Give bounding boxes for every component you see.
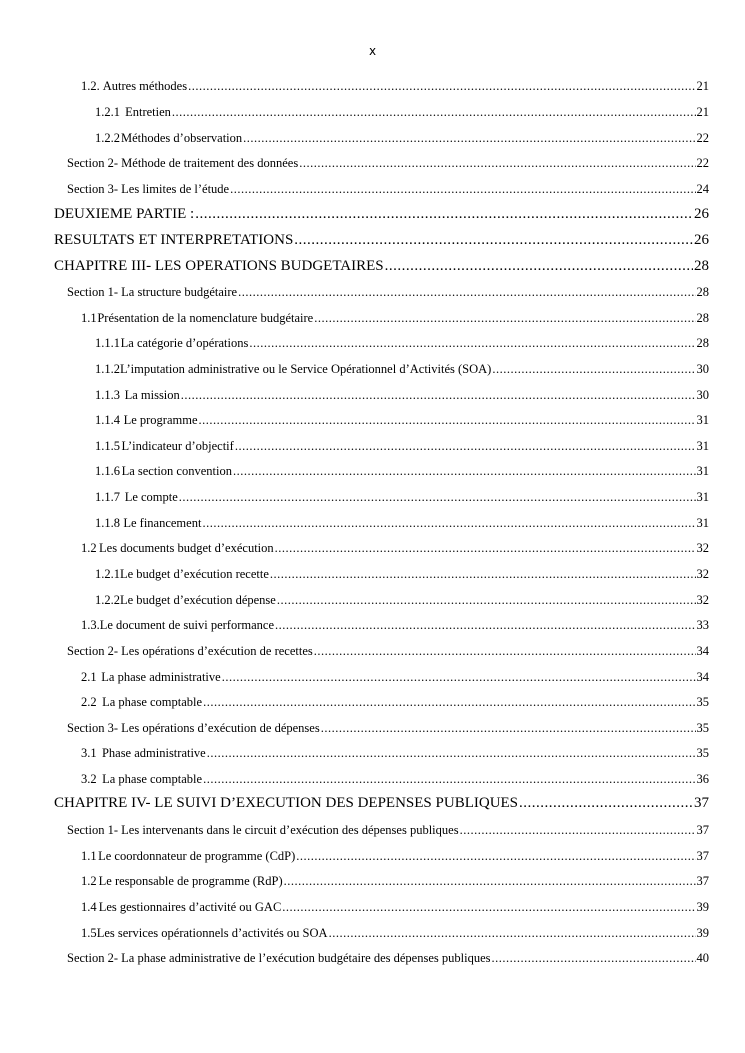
toc-entry-title: Section 3- Les limites de l’étude [67,182,230,196]
toc-entry-number: 1.1.7 [95,490,120,504]
toc-entry-page: 31 [696,439,709,453]
toc-entry-title: Autres méthodes [102,79,188,93]
dot-leader [314,311,695,326]
toc-entry-title: Le financement [123,516,202,530]
toc-entry-page: 37 [694,795,709,811]
toc-entry-number: 1.1.8 [95,516,120,530]
dot-leader [222,670,696,685]
toc-entry-page: 22 [696,131,709,145]
toc-entry[interactable] [54,795,709,812]
toc-entry-number: 1.1.6 [95,464,120,478]
toc-entry[interactable] [95,131,709,146]
dot-leader [519,795,693,812]
dot-leader [188,79,695,94]
toc-entry-title: La mission [124,388,180,402]
toc-entry[interactable] [95,362,709,377]
toc-entry-title: Le coordonnateur de programme (CdP) [98,849,296,863]
toc-entry-number: 1.2.1 [95,567,120,581]
dot-leader [270,567,696,582]
toc-entry-page: 37 [696,849,709,863]
dot-leader [238,285,695,300]
toc-entry-page: 32 [696,593,709,607]
toc-entry-page: 21 [696,105,709,119]
toc-entry-page: 30 [696,362,709,376]
toc-entry[interactable] [54,232,709,249]
dot-leader [275,541,696,556]
toc-entry-title: La phase comptable [102,695,203,709]
toc-entry-page: 34 [696,644,709,658]
page-number: x [368,44,377,58]
toc-entry-page: 35 [696,721,709,735]
dot-leader [243,131,695,146]
toc-entry-page: 28 [696,311,709,325]
toc-entry-number: 1.1.4 [95,413,120,427]
toc-entry-page: 39 [696,900,709,914]
toc-entry[interactable] [81,311,709,326]
toc-entry-title: Les documents budget d’exécution [99,541,274,555]
dot-leader [202,516,695,531]
toc-entry-page: 34 [696,670,709,684]
toc-entry-number: 1.2 [81,874,97,888]
toc-entry-number: 3.1 [81,746,97,760]
toc-entry[interactable] [67,644,709,659]
toc-entry-page: 22 [696,156,709,170]
toc-entry-number: 1.2. [81,79,100,93]
toc-entry-title: La section convention [121,464,232,478]
toc-entry-title: L’imputation administrative ou le Service Opérationnel d’Activités (SOA) [120,362,492,376]
toc-entry[interactable] [81,541,709,556]
toc-entry[interactable] [95,388,709,403]
toc-entry-number: 1.1 [81,849,97,863]
dot-leader [277,593,696,608]
dot-leader [321,721,696,736]
toc-entry-title: Section 2- Les opérations d’exécution de recettes [67,644,313,658]
toc-entry-number: 2.2 [81,695,97,709]
toc-entry-page: 33 [696,618,709,632]
toc-entry-title: Méthodes d’observation [121,131,243,145]
toc-entry-number: 1.1 [81,311,97,325]
toc-entry[interactable] [67,823,709,838]
dot-leader [294,232,693,249]
toc-entry-page: 36 [696,772,709,786]
toc-entry-title: Les gestionnaires d’activité ou GAC [98,900,282,914]
toc-entry[interactable] [67,182,709,197]
toc-entry-number: 1.2.2 [95,593,120,607]
toc-entry-title: RESULTATS ET INTERPRETATIONS [54,232,294,248]
toc-entry-title: Présentation de la nomenclature budgétaire [97,311,314,325]
toc-entry-number: 1.3. [81,618,100,632]
dot-leader [172,105,696,120]
toc-entry-title: DEUXIEME PARTIE : [54,206,195,222]
toc-entry-number: 1.2 [81,541,97,555]
dot-leader [385,258,693,275]
dot-leader [179,490,696,505]
dot-leader [233,464,696,479]
toc-entry-title: Section 2- La phase administrative de l’exécution budgétaire des dépenses publiques [67,951,491,965]
toc-entry[interactable] [95,413,709,428]
dot-leader [203,695,695,710]
toc-entry-number: 1.2.2 [95,131,120,145]
toc-entry-title: La catégorie d’opérations [120,336,249,350]
dot-leader [181,388,696,403]
toc-entry[interactable] [95,439,709,454]
dot-leader [199,413,696,428]
toc-entry-title: Le responsable de programme (RdP) [98,874,283,888]
toc-entry[interactable] [81,695,709,710]
toc-entry-page: 28 [696,336,709,350]
toc-entry-number: 1.1.5 [95,439,120,453]
toc-entry-page: 31 [696,490,709,504]
dot-leader [299,156,695,171]
toc-entry-number: 2.1 [81,670,97,684]
dot-leader [275,618,696,633]
toc-entry[interactable] [95,464,709,479]
toc-entry-title: La phase comptable [102,772,203,786]
toc-entry-page: 31 [696,464,709,478]
toc-entry[interactable] [81,670,709,685]
toc-entry-title: Section 3- Les opérations d’exécution de dépenses [67,721,320,735]
toc-entry-title: CHAPITRE III- LES OPERATIONS BUDGETAIRES [54,258,384,274]
toc-entry-number: 1.1.1 [95,336,120,350]
dot-leader [203,772,695,787]
toc-entry-page: 37 [696,823,709,837]
toc-entry-title: Entretien [125,105,171,119]
toc-entry[interactable] [67,721,709,736]
toc-entry-number: 3.2 [81,772,97,786]
toc-entry[interactable] [95,567,709,582]
toc-entry-title: Le budget d’exécution recette [120,567,269,581]
toc-entry-number: 1.4 [81,900,97,914]
toc-entry-title: Section 2- Méthode de traitement des données [67,156,299,170]
dot-leader [284,874,696,889]
toc-entry-number: 1.5 [81,926,97,940]
toc-entry-title: Le programme [123,413,198,427]
dot-leader [491,951,695,966]
toc-entry[interactable] [54,258,709,275]
toc-entry[interactable] [95,516,709,531]
toc-entry-page: 35 [696,746,709,760]
toc-entry-title: L’indicateur d’objectif [121,439,234,453]
toc-entry-page: 32 [696,567,709,581]
toc-entry[interactable] [67,951,709,966]
toc-entry[interactable] [81,849,709,864]
toc-entry[interactable] [81,874,709,889]
toc-entry-number: 1.2.1 [95,105,120,119]
toc-entry[interactable] [54,206,709,223]
dot-leader [235,439,696,454]
toc-entry[interactable] [67,156,709,171]
toc-entry-page: 39 [696,926,709,940]
toc-entry-page: 40 [696,951,709,965]
dot-leader [230,182,695,197]
dot-leader [492,362,695,377]
dot-leader [460,823,696,838]
toc-entry-page: 26 [694,232,709,248]
toc-entry-title: Le document de suivi performance [99,618,274,632]
toc-entry-title: La phase administrative [101,670,221,684]
toc-entry-page: 31 [696,413,709,427]
toc-entry-page: 32 [696,541,709,555]
toc-entry-page: 30 [696,388,709,402]
toc-entry[interactable] [67,285,709,300]
toc-entry[interactable] [81,746,709,761]
toc-entry[interactable] [81,618,709,633]
toc-entry-title: Les services opérationnels d’activités ou SOA [96,926,328,940]
toc-entry-page: 21 [696,79,709,93]
toc-entry-page: 37 [696,874,709,888]
toc-entry-page: 31 [696,516,709,530]
toc-entry-page: 28 [694,258,709,274]
toc-entry[interactable] [95,105,709,120]
toc-entry[interactable] [95,593,709,608]
dot-leader [207,746,696,761]
toc-entry-page: 35 [696,695,709,709]
toc-entry-page: 28 [696,285,709,299]
toc-entry-title: Le budget d’exécution dépense [120,593,276,607]
dot-leader [282,900,695,915]
toc-entry[interactable] [81,772,709,787]
toc-entry[interactable] [81,926,709,941]
toc-entry-title: Section 1- Les intervenants dans le circuit d’exécution des dépenses publiques [67,823,459,837]
toc-entry-title: CHAPITRE IV- LE SUIVI D’EXECUTION DES DEPENSES PUBLIQUES [54,795,519,811]
dot-leader [195,206,693,223]
toc-entry[interactable] [81,900,709,915]
dot-leader [314,644,696,659]
toc-entry-title: Section 1- La structure budgétaire [67,285,238,299]
toc-entry-number: 1.1.3 [95,388,120,402]
toc-entry-number: 1.1.2 [95,362,120,376]
toc-entry[interactable] [95,490,709,505]
toc-entry[interactable] [81,79,709,94]
dot-leader [329,926,696,941]
toc-entry-title: Phase administrative [101,746,206,760]
dot-leader [296,849,695,864]
toc-entry[interactable] [95,336,709,351]
toc-entry-page: 26 [694,206,709,222]
toc-entry-page: 24 [696,182,709,196]
toc-entry-title: Le compte [124,490,178,504]
dot-leader [249,336,695,351]
